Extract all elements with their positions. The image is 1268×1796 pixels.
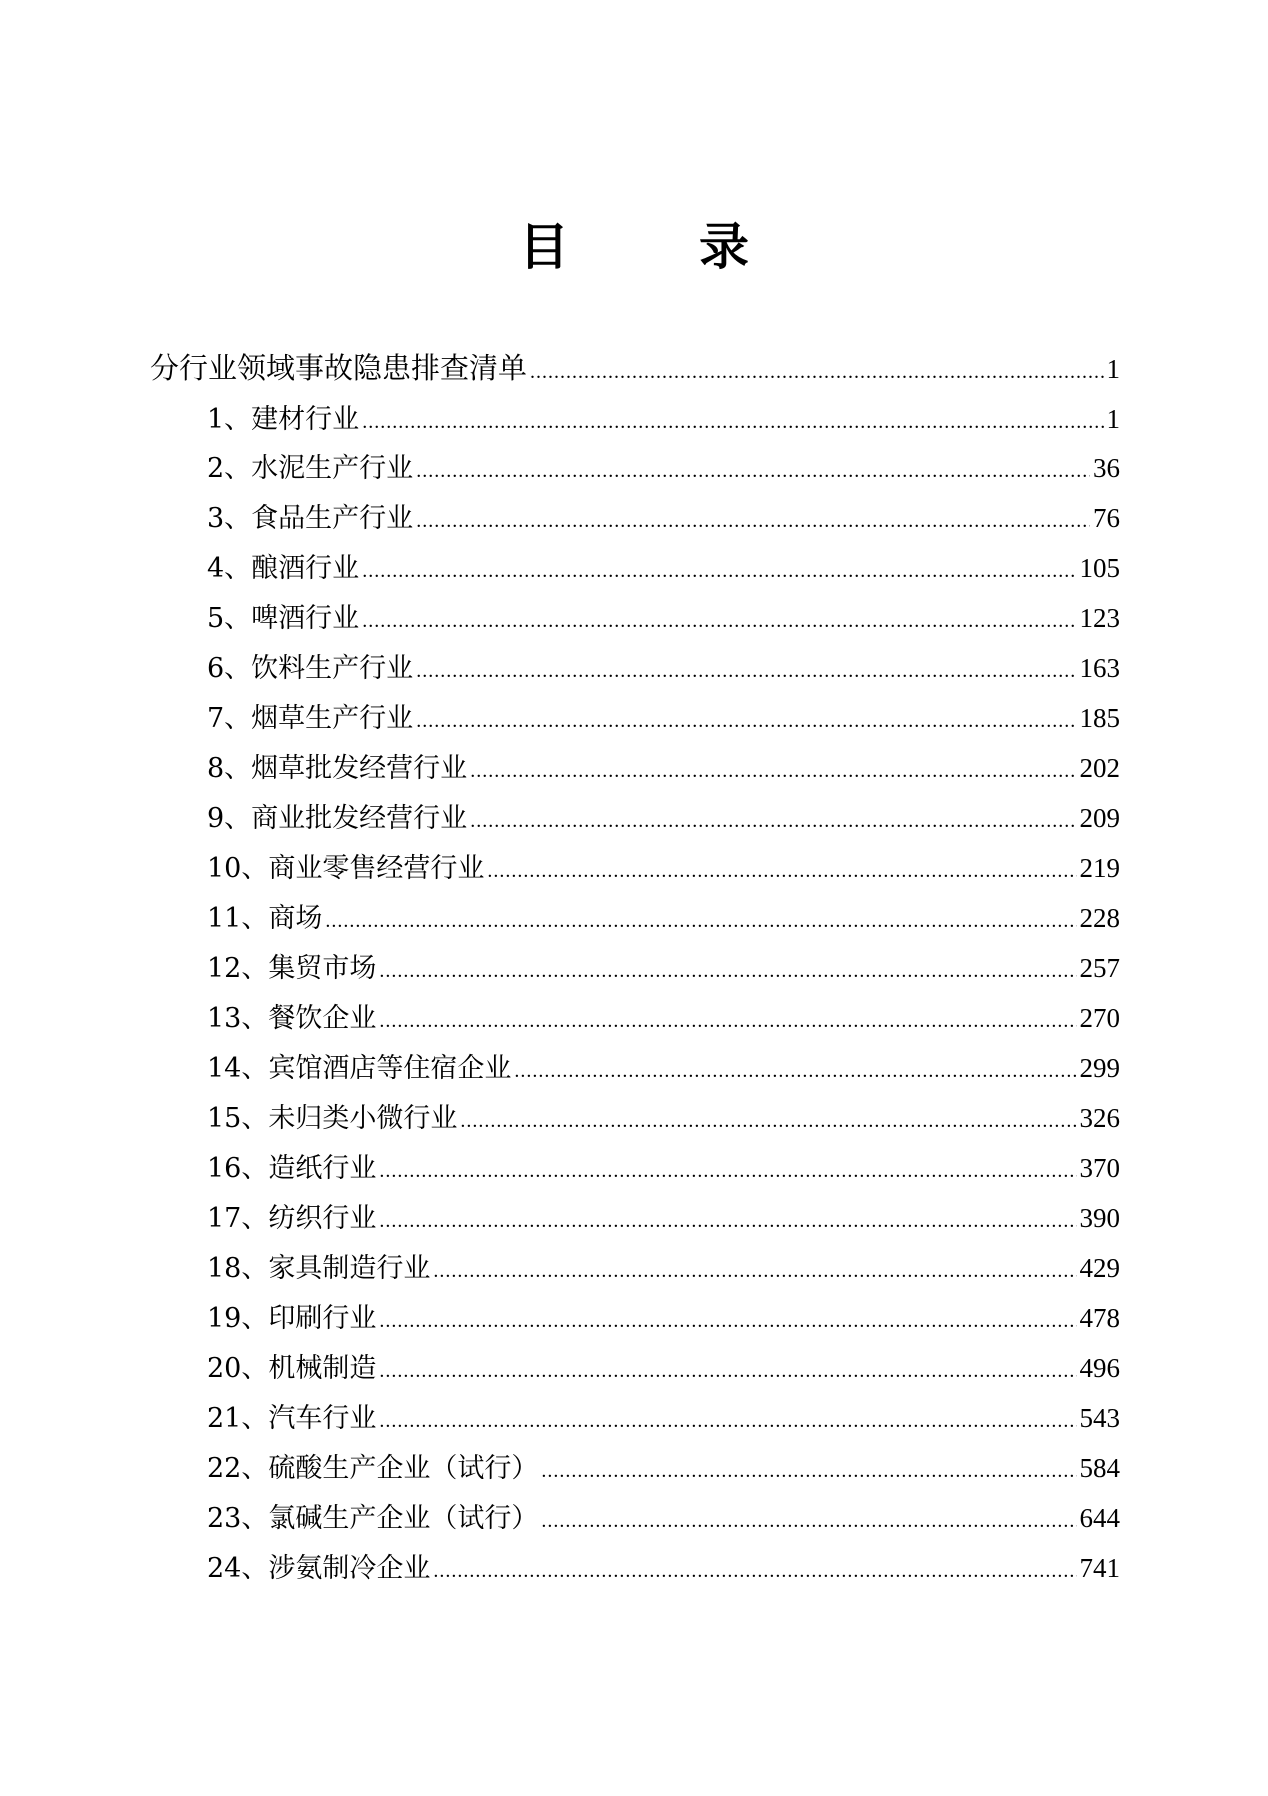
toc-page-number: 123 [1079,603,1120,633]
toc-dot-leader [379,1346,1076,1396]
toc-page-number: 741 [1079,1553,1120,1583]
toc-entry-label: 8、烟草批发经营行业 [207,753,468,784]
page-title: 目 录 [519,217,789,276]
toc-dot-leader [416,646,1076,696]
toc-entry-label: 5、啤酒行业 [207,603,360,634]
toc-entry-label: 14、宾馆酒店等住宿企业 [207,1053,512,1084]
toc-dot-leader [514,1046,1076,1096]
toc-entry[interactable] [207,1443,1120,1493]
toc-dot-leader [470,796,1076,846]
toc-dot-leader [433,1246,1076,1296]
toc-dot-leader [362,546,1076,596]
toc-dot-leader [379,1296,1076,1346]
toc-dot-leader [379,1196,1076,1246]
toc-entry-label: 22、硫酸生产企业（试行） [207,1453,539,1484]
toc-page-number: 1 [1106,404,1120,434]
toc-dot-leader [379,946,1076,996]
toc-entry-label: 12、集贸市场 [207,953,377,984]
toc-entry-label: 11、商场 [207,903,323,934]
toc-page-number: 163 [1079,653,1120,683]
toc-entry-label: 4、酿酒行业 [207,553,360,584]
toc-page-number: 228 [1079,903,1120,933]
toc-entry[interactable] [207,643,1120,693]
toc-entry[interactable] [207,493,1120,543]
toc-entry[interactable] [207,1093,1120,1143]
toc-dot-leader [416,696,1076,746]
toc-page-number: 185 [1079,703,1120,733]
toc-entry-label: 7、烟草生产行业 [207,703,414,734]
toc-dot-leader [470,746,1076,796]
toc-page-number: 209 [1079,803,1120,833]
toc-entry[interactable] [207,1193,1120,1243]
toc-entry[interactable] [207,1543,1120,1593]
toc-entry-label: 10、商业零售经营行业 [207,853,485,884]
toc-page-number: 299 [1079,1053,1120,1083]
toc-entry[interactable] [207,593,1120,643]
toc-entry[interactable] [207,893,1120,943]
toc-page-number: 219 [1079,853,1120,883]
toc-dot-leader [416,496,1090,546]
toc-entry[interactable] [207,394,1120,444]
toc-entry-label: 20、机械制造 [207,1353,377,1384]
toc-entry-label: 3、食品生产行业 [207,503,414,534]
toc-page-number: 644 [1079,1503,1120,1533]
toc-entry[interactable] [207,1343,1120,1393]
toc-entry-label: 18、家具制造行业 [207,1253,431,1284]
toc-page-number: 105 [1079,553,1120,583]
toc-entry-label: 17、纺织行业 [207,1203,377,1234]
toc-entry-label: 分行业领域事故隐患排查清单 [150,351,528,385]
toc-page-number: 36 [1093,453,1120,483]
toc-entry[interactable] [207,443,1120,493]
toc-entry-label: 15、未归类小微行业 [207,1103,458,1134]
toc-entry[interactable] [207,993,1120,1043]
toc-entry[interactable] [207,1493,1120,1543]
toc-entry[interactable] [207,1043,1120,1093]
toc-page-number: 496 [1079,1353,1120,1383]
toc-entry-label: 13、餐饮企业 [207,1003,377,1034]
toc-dot-leader [541,1446,1076,1496]
toc-entry[interactable] [207,693,1120,743]
toc-page-number: 543 [1079,1403,1120,1433]
toc-dot-leader [541,1496,1076,1546]
toc-page-number: 76 [1093,503,1120,533]
toc-dot-leader [433,1546,1076,1596]
toc-entry[interactable] [207,1143,1120,1193]
toc-entry[interactable] [207,543,1120,593]
toc-page-number: 478 [1079,1303,1120,1333]
toc-dot-leader [487,846,1076,896]
toc-entry-label: 1、建材行业 [207,404,360,435]
toc-dot-leader [416,446,1090,496]
toc-dot-leader [325,896,1076,946]
toc-entry[interactable] [207,843,1120,893]
toc-page-number: 584 [1079,1453,1120,1483]
toc-entry-label: 19、印刷行业 [207,1303,377,1334]
toc-dot-leader [460,1096,1076,1146]
toc-dot-leader [379,1146,1076,1196]
toc-entry[interactable] [207,793,1120,843]
toc-entry-label: 24、涉氨制冷企业 [207,1553,431,1584]
toc-entry-label: 9、商业批发经营行业 [207,803,468,834]
toc-page-number: 370 [1079,1153,1120,1183]
toc-page-number: 326 [1079,1103,1120,1133]
toc-entry-label: 2、水泥生产行业 [207,453,414,484]
toc-page-number: 1 [1106,354,1120,384]
toc-entry[interactable] [207,743,1120,793]
toc-dot-leader [379,996,1076,1046]
toc-dot-leader [362,596,1076,646]
toc-dot-leader [530,347,1103,397]
toc-entry-label: 21、汽车行业 [207,1403,377,1434]
toc-page-number: 257 [1079,953,1120,983]
toc-entry[interactable] [207,1393,1120,1443]
toc-page-number: 270 [1079,1003,1120,1033]
toc-page-number: 202 [1079,753,1120,783]
toc-entry-label: 6、饮料生产行业 [207,653,414,684]
toc-page-number: 429 [1079,1253,1120,1283]
toc-entry[interactable] [207,1243,1120,1293]
toc-page-number: 390 [1079,1203,1120,1233]
toc-entry-label: 23、氯碱生产企业（试行） [207,1503,539,1534]
toc-main-entry[interactable] [150,343,1120,393]
toc-entry[interactable] [207,1293,1120,1343]
toc-entry-label: 16、造纸行业 [207,1153,377,1184]
toc-dot-leader [379,1396,1076,1446]
toc-dot-leader [362,397,1103,447]
toc-entry[interactable] [207,943,1120,993]
